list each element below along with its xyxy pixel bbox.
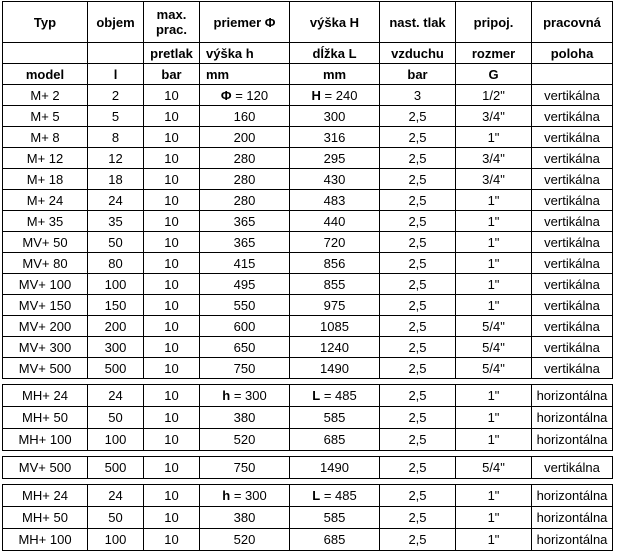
vyska-cell [290,106,380,127]
dimension-value: = 300 [230,488,267,503]
dimension-value: 280 [233,192,256,208]
vzduch-cell: 2,5 [380,457,456,479]
priemer-cell [200,407,290,429]
pretlak-cell: 10 [144,507,200,529]
header-row-2 [3,43,613,64]
dimension-value: 750 [233,460,256,475]
dimension-value: = 240 [320,87,358,103]
model-cell: M+ 8 [3,127,88,148]
table-row [3,274,613,295]
pretlak-cell: 10 [144,295,200,316]
dimension-value: 200 [233,129,256,145]
pretlak-cell: 10 [144,85,200,106]
priemer-cell [200,211,290,232]
dimension-value: = 485 [320,388,357,403]
vyska-cell [290,169,380,190]
pripoj-cell: 1" [456,211,532,232]
vyska-cell [290,529,380,551]
dimension-prefix: H [311,87,321,103]
dimension-value: 295 [323,150,346,166]
pripoj-cell: 1" [456,529,532,551]
poloha-cell: vertikálna [532,148,613,169]
header-cell: poloha [532,43,613,64]
pretlak-cell: 10 [144,316,200,337]
model-cell: M+ 35 [3,211,88,232]
vyska-cell [290,190,380,211]
table-row [3,232,613,253]
pretlak-cell: 10 [144,211,200,232]
dimension-value: 280 [233,171,256,187]
header-cell: pripoj. [456,2,532,43]
priemer-cell [200,485,290,507]
vzduch-cell: 2,5 [380,529,456,551]
vzduch-cell: 2,5 [380,253,456,274]
pripoj-cell: 3/4" [456,106,532,127]
poloha-cell: vertikálna [532,316,613,337]
objem-cell: 150 [88,295,144,316]
vyska-cell [290,127,380,148]
priemer-cell [200,169,290,190]
pretlak-cell: 10 [144,457,200,479]
dimension-value: 380 [233,510,256,525]
model-cell: MV+ 500 [3,358,88,379]
table-row [3,485,613,507]
header-cell: pracovná [532,2,613,43]
model-cell: MH+ 50 [3,507,88,529]
vzduch-cell: 2,5 [380,429,456,451]
objem-cell: 18 [88,169,144,190]
poloha-cell: horizontálna [532,485,613,507]
priemer-cell [200,457,290,479]
table-row [3,169,613,190]
vyska-cell [290,457,380,479]
vzduch-cell: 2,5 [380,232,456,253]
objem-cell: 24 [88,485,144,507]
pripoj-cell: 1" [456,127,532,148]
pretlak-cell: 10 [144,337,200,358]
model-cell: MV+ 500 [3,457,88,479]
model-cell: MV+ 80 [3,253,88,274]
vyska-cell [290,358,380,379]
dimension-value: = 120 [231,87,269,103]
pretlak-cell: 10 [144,190,200,211]
dimension-value: 300 [323,108,346,124]
dimension-value: 750 [233,360,256,376]
objem-cell: 50 [88,232,144,253]
model-cell: M+ 24 [3,190,88,211]
objem-cell: 100 [88,529,144,551]
model-cell: M+ 18 [3,169,88,190]
poloha-cell: vertikálna [532,358,613,379]
poloha-cell: vertikálna [532,274,613,295]
model-cell: MV+ 150 [3,295,88,316]
pripoj-cell: 1" [456,232,532,253]
vzduch-cell: 2,5 [380,385,456,407]
poloha-cell: vertikálna [532,127,613,148]
poloha-cell: vertikálna [532,190,613,211]
dimension-value: 365 [233,213,256,229]
dimension-value: 430 [323,171,346,187]
vzduch-cell: 2,5 [380,169,456,190]
objem-cell: 100 [88,274,144,295]
poloha-cell: vertikálna [532,295,613,316]
vzduch-cell: 2,5 [380,211,456,232]
header-cell: l [88,64,144,85]
priemer-cell [200,316,290,337]
priemer-cell [200,253,290,274]
dimension-prefix: Φ [220,87,232,103]
vzduch-cell: 2,5 [380,337,456,358]
vzduch-cell: 2,5 [380,295,456,316]
dimension-value: 855 [323,276,346,292]
header-row-1 [3,2,613,43]
dimension-value: 380 [233,410,256,425]
table-row [3,385,613,407]
pripoj-cell: 1" [456,190,532,211]
header-cell: bar [144,64,200,85]
vzduch-cell: 2,5 [380,358,456,379]
vyska-cell [290,507,380,529]
vyska-cell [290,274,380,295]
priemer-cell [200,337,290,358]
dimension-value: 720 [323,234,346,250]
table-row [3,429,613,451]
poloha-cell: horizontálna [532,407,613,429]
dimension-value: 483 [323,192,346,208]
vzduch-cell: 2,5 [380,316,456,337]
pripoj-cell: 5/4" [456,337,532,358]
dimension-value: 600 [233,318,256,334]
table-row [3,106,613,127]
header-cell: výška h [200,43,290,64]
table-row [3,85,613,106]
priemer-cell [200,358,290,379]
pretlak-cell: 10 [144,529,200,551]
dimension-value: 495 [233,276,256,292]
dimension-value: 685 [323,432,346,447]
vyska-cell [290,253,380,274]
spec-table [2,1,613,551]
pripoj-cell: 1" [456,485,532,507]
dimension-value: = 485 [320,488,357,503]
pretlak-cell: 10 [144,407,200,429]
pripoj-cell: 3/4" [456,169,532,190]
model-cell: MV+ 100 [3,274,88,295]
header-cell: výška H [290,2,380,43]
header-cell: vzduchu [380,43,456,64]
priemer-cell [200,529,290,551]
vzduch-cell: 2,5 [380,407,456,429]
objem-cell: 24 [88,190,144,211]
header-cell: priemer Φ [200,2,290,43]
pripoj-cell: 5/4" [456,316,532,337]
table-row [3,148,613,169]
priemer-cell [200,148,290,169]
model-cell: M+ 2 [3,85,88,106]
dimension-value: 856 [323,255,346,271]
objem-cell: 500 [88,358,144,379]
model-cell: M+ 5 [3,106,88,127]
priemer-cell [200,232,290,253]
vzduch-cell: 2,5 [380,148,456,169]
dimension-value: 1240 [320,339,349,355]
pripoj-cell: 5/4" [456,457,532,479]
vyska-cell [290,148,380,169]
header-cell: mm [290,64,380,85]
spec-table-body [3,2,613,551]
dimension-value: 160 [233,108,256,124]
header-cell: max. prac. [144,2,200,43]
dimension-value: 1085 [320,318,349,334]
vyska-cell [290,232,380,253]
dimension-value: 585 [323,410,346,425]
pripoj-cell: 1" [456,385,532,407]
pretlak-cell: 10 [144,358,200,379]
table-row [3,529,613,551]
table-row [3,127,613,148]
table-row [3,457,613,479]
pripoj-cell: 5/4" [456,358,532,379]
pripoj-cell: 1" [456,507,532,529]
poloha-cell: horizontálna [532,385,613,407]
table-row [3,358,613,379]
priemer-cell [200,385,290,407]
vzduch-cell: 2,5 [380,106,456,127]
header-cell: mm [200,64,290,85]
priemer-cell [200,295,290,316]
model-cell: MV+ 300 [3,337,88,358]
poloha-cell: vertikálna [532,253,613,274]
poloha-cell: vertikálna [532,457,613,479]
header-cell [3,43,88,64]
dimension-value: 415 [233,255,256,271]
objem-cell: 2 [88,85,144,106]
model-cell: MH+ 100 [3,429,88,451]
dimension-value: 520 [233,432,256,447]
pretlak-cell: 10 [144,169,200,190]
priemer-cell [200,274,290,295]
model-cell: MH+ 50 [3,407,88,429]
pretlak-cell: 10 [144,485,200,507]
header-cell [88,43,144,64]
header-cell: pretlak [144,43,200,64]
vzduch-cell: 2,5 [380,190,456,211]
dimension-value: 1490 [320,360,349,376]
objem-cell: 35 [88,211,144,232]
table-row [3,190,613,211]
objem-cell: 200 [88,316,144,337]
header-cell: G [456,64,532,85]
dimension-value: 365 [233,234,256,250]
objem-cell: 24 [88,385,144,407]
dimension-value: 440 [323,213,346,229]
objem-cell: 100 [88,429,144,451]
dimension-prefix: L [312,488,321,503]
pretlak-cell: 10 [144,106,200,127]
pripoj-cell: 1/2" [456,85,532,106]
priemer-cell [200,85,290,106]
vyska-cell [290,85,380,106]
header-cell: model [3,64,88,85]
pripoj-cell: 3/4" [456,148,532,169]
model-cell: MV+ 200 [3,316,88,337]
vyska-cell [290,485,380,507]
table-row [3,507,613,529]
vyska-cell [290,385,380,407]
pripoj-cell: 1" [456,295,532,316]
objem-cell: 80 [88,253,144,274]
table-row [3,407,613,429]
header-cell: nast. tlak [380,2,456,43]
pretlak-cell: 10 [144,385,200,407]
pretlak-cell: 10 [144,253,200,274]
dimension-value: 520 [233,532,256,547]
table-row [3,337,613,358]
objem-cell: 12 [88,148,144,169]
objem-cell: 8 [88,127,144,148]
pretlak-cell: 10 [144,127,200,148]
pripoj-cell: 1" [456,253,532,274]
pretlak-cell: 10 [144,232,200,253]
pretlak-cell: 10 [144,429,200,451]
priemer-cell [200,507,290,529]
vzduch-cell: 2,5 [380,485,456,507]
vzduch-cell: 2,5 [380,127,456,148]
dimension-value: 280 [233,150,256,166]
poloha-cell: vertikálna [532,337,613,358]
header-cell: bar [380,64,456,85]
table-row [3,253,613,274]
dimension-prefix: L [312,388,321,403]
dimension-value: 316 [323,129,346,145]
header-cell: objem [88,2,144,43]
model-cell: MV+ 50 [3,232,88,253]
pretlak-cell: 10 [144,274,200,295]
poloha-cell: vertikálna [532,85,613,106]
pripoj-cell: 1" [456,274,532,295]
priemer-cell [200,127,290,148]
model-cell: MH+ 24 [3,385,88,407]
model-cell: MH+ 24 [3,485,88,507]
objem-cell: 50 [88,407,144,429]
vzduch-cell: 2,5 [380,507,456,529]
vyska-cell [290,337,380,358]
poloha-cell: horizontálna [532,507,613,529]
dimension-value: 550 [233,297,256,313]
objem-cell: 50 [88,507,144,529]
table-row [3,316,613,337]
header-cell [532,64,613,85]
dimension-value: 1490 [320,460,349,475]
header-cell: Typ [3,2,88,43]
objem-cell: 300 [88,337,144,358]
vzduch-cell: 2,5 [380,274,456,295]
model-cell: M+ 12 [3,148,88,169]
vyska-cell [290,295,380,316]
poloha-cell: horizontálna [532,429,613,451]
header-row-3 [3,64,613,85]
header-cell: dĺžka L [290,43,380,64]
priemer-cell [200,429,290,451]
vyska-cell [290,407,380,429]
vyska-cell [290,429,380,451]
vzduch-cell: 3 [380,85,456,106]
priemer-cell [200,106,290,127]
priemer-cell [200,190,290,211]
dimension-value: 650 [233,339,256,355]
objem-cell: 5 [88,106,144,127]
pripoj-cell: 1" [456,429,532,451]
header-cell: rozmer [456,43,532,64]
dimension-value: 585 [323,510,346,525]
table-row [3,211,613,232]
dimension-prefix: h [222,488,231,503]
objem-cell: 500 [88,457,144,479]
poloha-cell: vertikálna [532,232,613,253]
dimension-value: 685 [323,532,346,547]
vyska-cell [290,211,380,232]
poloha-cell: horizontálna [532,529,613,551]
table-row [3,295,613,316]
pretlak-cell: 10 [144,148,200,169]
dimension-value: 975 [323,297,346,313]
vyska-cell [290,316,380,337]
poloha-cell: vertikálna [532,211,613,232]
dimension-value: = 300 [230,388,267,403]
poloha-cell: vertikálna [532,169,613,190]
pripoj-cell: 1" [456,407,532,429]
model-cell: MH+ 100 [3,529,88,551]
poloha-cell: vertikálna [532,106,613,127]
dimension-prefix: h [222,388,231,403]
